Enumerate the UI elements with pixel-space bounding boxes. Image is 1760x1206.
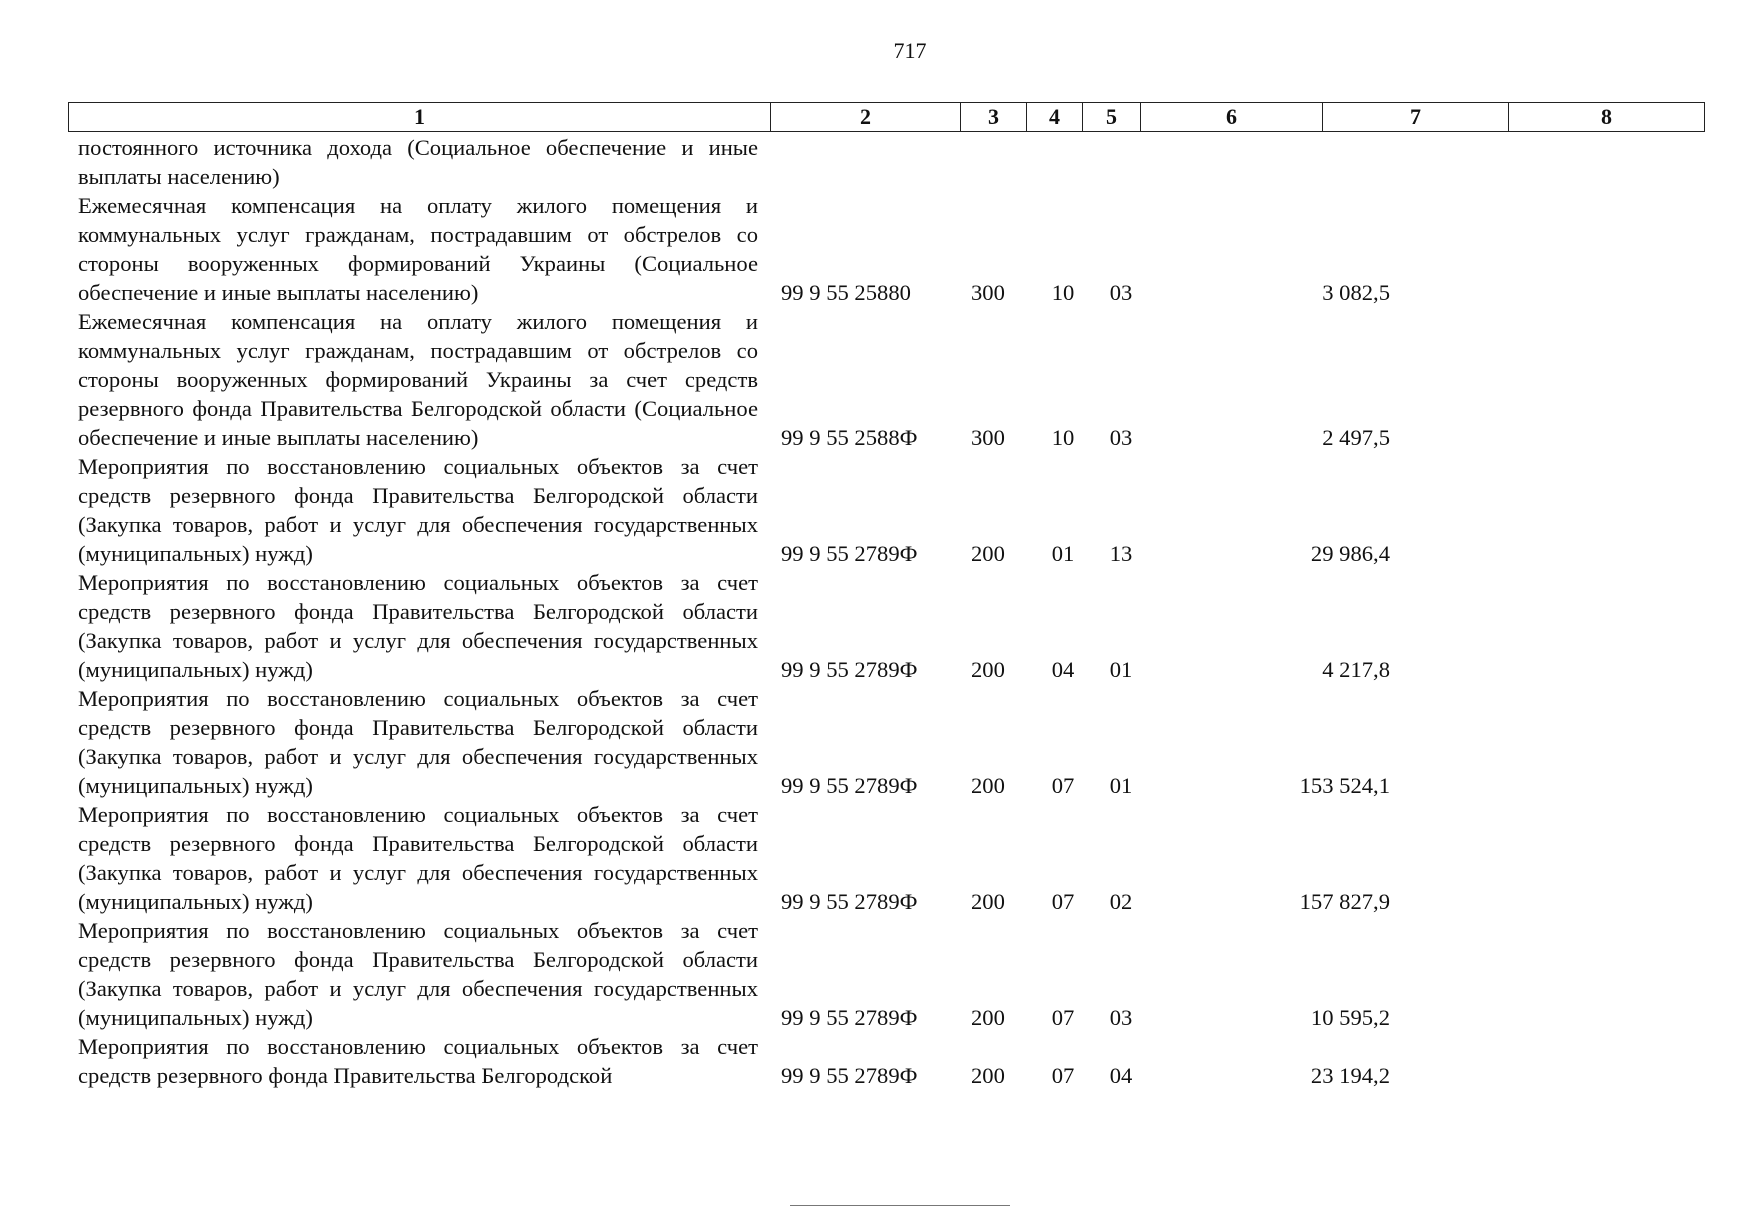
- amount: 3 082,5: [1322, 280, 1390, 305]
- section: 07: [1051, 1005, 1075, 1030]
- column-header-8: 8: [1509, 103, 1705, 132]
- table-body: [78, 133, 1708, 1090]
- section: 07: [1051, 1063, 1075, 1088]
- amount: 153 524,1: [1299, 773, 1390, 798]
- row-description: Мероприятия по восстановлению социальных объектов за счет средств резервного фонда Правительства Белгородской области (Закупка товаров, работ и услуг для обеспечения государственных (муниципальных) нужд): [78, 686, 758, 798]
- row-description: Мероприятия по восстановлению социальных объектов за счет средств резервного фонда Правительства Белгородской: [78, 1034, 758, 1088]
- expense-type: 200: [971, 773, 1005, 798]
- section: 07: [1051, 773, 1075, 798]
- column-header-table: [68, 102, 1705, 132]
- target-code: 99 9 55 2789Ф: [781, 541, 918, 566]
- table-row: [78, 133, 1708, 191]
- expense-type: 200: [971, 1063, 1005, 1088]
- row-values: [78, 887, 1708, 916]
- page-number: 717: [893, 38, 927, 63]
- table-row: [78, 684, 1708, 800]
- target-code: 99 9 55 2789Ф: [781, 657, 918, 682]
- expense-type: 300: [971, 425, 1005, 450]
- table-row: [78, 307, 1708, 452]
- amount: 2 497,5: [1322, 425, 1390, 450]
- subsection: 01: [1109, 657, 1133, 682]
- table-row: [78, 568, 1708, 684]
- amount: 23 194,2: [1310, 1063, 1390, 1088]
- row-values: [78, 278, 1708, 307]
- section: 10: [1051, 425, 1075, 450]
- column-header-6: 6: [1141, 103, 1323, 132]
- target-code: 99 9 55 2789Ф: [781, 889, 918, 914]
- column-header-5: 5: [1083, 103, 1141, 132]
- header-row: [69, 103, 1705, 132]
- target-code: 99 9 55 25880: [781, 280, 911, 305]
- column-header-4: 4: [1027, 103, 1083, 132]
- amount: 29 986,4: [1310, 541, 1390, 566]
- row-values: [78, 655, 1708, 684]
- row-description: постоянного источника дохода (Социальное обеспечение и иные выплаты населению): [78, 135, 758, 189]
- target-code: 99 9 55 2789Ф: [781, 773, 918, 798]
- subsection: 04: [1109, 1063, 1133, 1088]
- row-description: Мероприятия по восстановлению социальных объектов за счет средств резервного фонда Правительства Белгородской области (Закупка товаров, работ и услуг для обеспечения государственных (муниципальных) нужд): [78, 918, 758, 1030]
- expense-type: 200: [971, 889, 1005, 914]
- subsection: 13: [1109, 541, 1133, 566]
- subsection: 03: [1109, 280, 1133, 305]
- expense-type: 200: [971, 541, 1005, 566]
- subsection: 03: [1109, 1005, 1133, 1030]
- column-header-3: 3: [961, 103, 1027, 132]
- section: 01: [1051, 541, 1075, 566]
- target-code: 99 9 55 2789Ф: [781, 1063, 918, 1088]
- table-row: [78, 191, 1708, 307]
- amount: 10 595,2: [1310, 1005, 1390, 1030]
- subsection: 01: [1109, 773, 1133, 798]
- row-values: [78, 1003, 1708, 1032]
- section: 04: [1051, 657, 1075, 682]
- column-header-1: 1: [69, 103, 771, 132]
- row-values: [78, 771, 1708, 800]
- row-description: Мероприятия по восстановлению социальных объектов за счет средств резервного фонда Правительства Белгородской области (Закупка товаров, работ и услуг для обеспечения государственных (муниципальных) нужд): [78, 454, 758, 566]
- expense-type: 300: [971, 280, 1005, 305]
- table-row: [78, 800, 1708, 916]
- row-values: [78, 1061, 1708, 1090]
- table-row: [78, 1032, 1708, 1090]
- amount: 157 827,9: [1299, 889, 1390, 914]
- subsection: 02: [1109, 889, 1133, 914]
- row-values: [78, 539, 1708, 568]
- row-description: Мероприятия по восстановлению социальных объектов за счет средств резервного фонда Правительства Белгородской области (Закупка товаров, работ и услуг для обеспечения государственных (муниципальных) нужд): [78, 570, 758, 682]
- expense-type: 200: [971, 657, 1005, 682]
- row-description: Ежемесячная компенсация на оплату жилого помещения и коммунальных услуг гражданам, пострадавшим от обстрелов со стороны вооруженных формирований Украины (Социальное обеспечение и иные выплаты населению): [78, 193, 758, 305]
- section: 10: [1051, 280, 1075, 305]
- section: 07: [1051, 889, 1075, 914]
- row-description: Ежемесячная компенсация на оплату жилого помещения и коммунальных услуг гражданам, пострадавшим от обстрелов со стороны вооруженных формирований Украины за счет средств резервного фонда Правительства Белгородской области (Социальное обеспечение и иные выплаты населению): [78, 309, 758, 450]
- column-header-7: 7: [1323, 103, 1509, 132]
- row-values: [78, 423, 1708, 452]
- column-header-2: 2: [771, 103, 961, 132]
- table-row: [78, 452, 1708, 568]
- table-row: [78, 916, 1708, 1032]
- target-code: 99 9 55 2588Ф: [781, 425, 918, 450]
- target-code: 99 9 55 2789Ф: [781, 1005, 918, 1030]
- amount: 4 217,8: [1322, 657, 1390, 682]
- subsection: 03: [1109, 425, 1133, 450]
- expense-type: 200: [971, 1005, 1005, 1030]
- row-description: Мероприятия по восстановлению социальных объектов за счет средств резервного фонда Правительства Белгородской области (Закупка товаров, работ и услуг для обеспечения государственных (муниципальных) нужд): [78, 802, 758, 914]
